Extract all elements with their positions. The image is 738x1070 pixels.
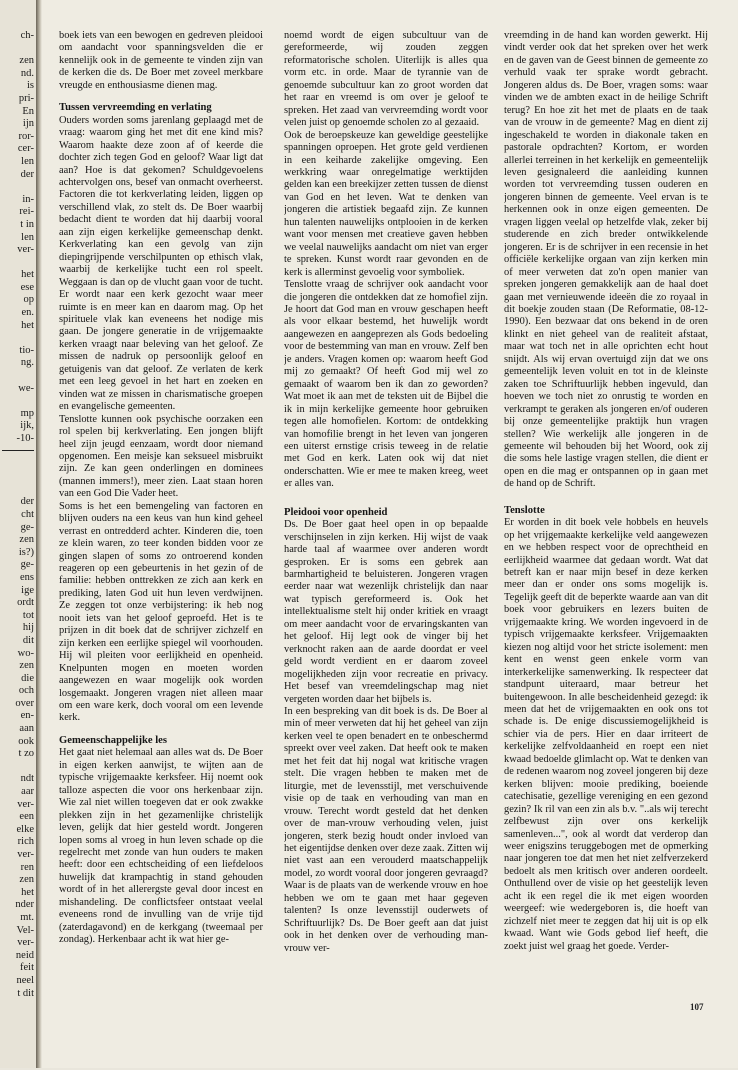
- text-fragment: [2, 370, 34, 383]
- section-heading: Gemeenschappelijke les: [59, 734, 167, 746]
- text-fragment: ijk,: [20, 420, 34, 432]
- paragraph: Ook de beroepskeuze kan geweldige geestelijke spanningen oproepen. Het grote geld verdienen in een keiharde zakelijke omgeving. Een werkkring waar onregelmatige werktijden gelden kan een breekijzer zetten tussen de dienst van God en het leven. Wat te denken van jongeren die artistiek begaafd zijn. Ze kunnen hun talenten nauwelijks ontplooien in de kerken want voor mensen met creatieve gaven hebben we veelal nauwelijks aandacht om niet van erger te spreken. Kunst wordt raar gevonden en de kerk is allerminst gevoelig voor symboliek.: [284, 129, 488, 278]
- paragraph: Tenslotte kunnen ook psychische oorzaken een rol spelen bij kerkverlating. Een jongen blijft heel zijn jeugd eenzaam, wordt door niemand opgenomen. Een meisje kan seksueel misbruikt zijn. Ze kan geen onderlingen en dominees (mannen immers!), meer zien. Laat staan horen van een God Die Vader heet.: [59, 413, 263, 500]
- text-fragment: is?): [18, 546, 34, 558]
- text-fragment: we-: [18, 382, 34, 394]
- paragraph: In een bespreking van dit boek is ds. De Boer al min of meer verweten dat hij het geheel van zijn kerken veel te open benadert en te onbeschermd spreekt over veel zaken. Dat heeft ook te maken met het feit dat hij nogal wat kritische vragen stelt. Die vragen hebben te maken met de liturgie, met de levensstijl, met verschuivende visie op de taak en verhouding van man en vrouw. Terecht wordt gesteld dat het denken over de man-vrouw verhouding velen, juist jongeren, sterk bezig houdt onder invloed van het eigentijdse denken over deze zaak. Zitten wij niet vast aan een verouderd maatschappelijk model, zo wordt vooral door jongeren gevraagd? Waar is de plaats van de werkende vrouw en hoe hebben we om te gaan met haar gegeven talenten? Is onze levensstijl ouderwets of Schriftuurlijk? Ds. De Boer geeft aan dat juist ook in het denken over de verhouding man-vrouw ver-: [284, 706, 488, 954]
- paragraph: Tenslotte vraag de schrijver ook aandacht voor die jongeren die ontdekken dat ze homofiel zijn. Je hoort dat God man en vrouw geschapen heeft als voor elkaar bestemd, het huwelijk wordt aangewezen en aangeprezen als Gods bedoeling voor de bestemming van man en vrouw. Zelf ben je anders. Vragen komen op: waarom heeft God mij zo gemaakt? Of heeft God mij wel zo gemaakt of waarom ben ik dan zo geworden? Wat moet ik aan met de teksten uit de Bijbel die ik in mijn kerkelijke gemeente hoor gebruiken tegen alle homofielen. Kortom: de ontdekking van homofilie brengt in het leven van jongeren een uiterst ernstige crisis teweeg in de relatie met God en kerk. Laten ook wij dat niet onderschatten. Wie er mee te maken kreeg, weet er alles van.: [284, 279, 488, 490]
- text-fragment: aar: [21, 786, 34, 798]
- text-fragment: die: [21, 672, 34, 684]
- paragraph: Ouders worden soms jarenlang geplaagd met de vraag: waarom ging het met dit ene kind mis? Waarom haakte deze zoon af of keerde die dochter zich tegen God en geloof? Waar ligt dat aan? Hoe is dat gekomen? Schuldgevoelens achtervolgen ons, besef van onmacht overheerst. Factoren die tot kerkverlating leiden, liggen op verschillend vlak, zo stelt ds. De Boer waarbij bedacht dient te worden dat hij daarbij vooral aan zijn eigen kerkelijke gemeenschap denkt. Kerkverlating kan een gevolg van zijn diepingrijpende verschilpunten op ethisch vlak, waarbij de kerkelijke tucht een rol speelt. Weggaan is dan op de vlucht gaan voor de tucht. Er wordt naar een kerk gezocht waar meer ruimte is en meer kan en daarom mag. Op het spirituele vlak kan eveneens het nodige mis gaan. De jongere generatie in de vrijgemaakte kerken vraagt naar beleving van het geloof. Ze missen de nadruk op persoonlijk geloof en getuigenis van dat geloof. Ze verlaten de kerk met een leeg gevoel in het hart en zoeken en vinden wat ze missen in charismatische groepen en evangelische gemeenten.: [59, 114, 263, 413]
- text-fragment: neel: [16, 974, 34, 986]
- text-fragment: ch-: [20, 30, 34, 41]
- text-fragment: cer-: [17, 143, 34, 155]
- text-fragment: en-: [20, 710, 34, 722]
- text-fragment: ver-: [17, 798, 34, 810]
- text-fragment: [2, 761, 34, 774]
- text-fragment: rich: [17, 836, 34, 848]
- text-fragment: zen: [19, 55, 34, 67]
- text-fragment: [2, 332, 34, 345]
- text-fragment: ror-: [18, 130, 34, 142]
- article-column-3: [504, 30, 708, 1030]
- text-fragment: [2, 395, 34, 408]
- text-fragment: len: [21, 231, 34, 243]
- text-fragment: zen: [19, 874, 34, 886]
- text-fragment: ens: [20, 571, 34, 583]
- text-fragment: len: [21, 155, 34, 167]
- text-fragment: ijn: [22, 118, 34, 130]
- text-fragment: nd.: [20, 67, 34, 79]
- text-fragment: t zo: [18, 748, 34, 760]
- text-fragment: elke: [16, 823, 34, 835]
- text-fragment: nder: [15, 899, 34, 911]
- text-fragment: ver-: [17, 244, 34, 256]
- text-fragment: ook: [18, 735, 34, 747]
- text-fragment: het: [21, 269, 34, 281]
- text-fragment: het: [21, 886, 34, 898]
- text-fragment: cht: [21, 508, 34, 520]
- text-fragment: neid: [15, 949, 34, 961]
- text-fragment: tio-: [19, 344, 34, 356]
- text-fragment: t in: [20, 218, 34, 230]
- section-heading: Tenslotte: [504, 504, 545, 516]
- text-fragment: is: [26, 80, 34, 92]
- article-column-1: [59, 30, 263, 1030]
- text-fragment: ren: [20, 861, 34, 873]
- text-fragment: ordt: [17, 597, 34, 609]
- text-fragment: ese: [20, 281, 34, 293]
- text-fragment: t dit: [17, 987, 34, 999]
- paragraph: Ds. De Boer gaat heel open in op bepaalde verschijnselen in zijn kerken. Hij wijst de vaak harde taal af waarmee over anderen wordt gesproken. Er is soms een gebrek aan barmhartigheid te beluisteren. Jongeren vragen eerder naar wat wezenlijk christelijk dan naar wat typisch gereformeerd is. Ook het intellektualisme stelt hij onder kritiek en vraagt om meer aandacht voor de ervaringskanten van het geloof. Hij legt ook de vinger bij het verknocht raken aan de aarde doordat er veel geld wordt verdient en er daarom zoveel mogelijkheden zijn voor recreatie en privacy. Het besef van vreemdelingschap mag niet vergeten worden daar het bijbels is.: [284, 519, 488, 705]
- text-fragment: ndt: [20, 773, 34, 785]
- text-fragment: pri-: [18, 92, 34, 104]
- book-gutter: [36, 0, 42, 1068]
- text-fragment: ige: [21, 584, 34, 596]
- paragraph: Er worden in dit boek vele hobbels en heuvels op het vrijgemaakte kerkelijke veld aangewezen en we hebben respect voor de oprechtheid en eerlijkheid waarmee dat gedaan wordt. Wat dat betreft kan er naar mijn besef in deze kerken meer dan er onder ons soms mogelijk is. Tegelijk geeft dit de beperkte waarde aan van dit boek voor gebruikers en lezers buiten de vrijgemaakte kring. We worden ingevoerd in de typisch vrijgemaakte kerksfeer. Vrijgemaakten kiezen nog altijd voor het stricte isolement: men kent en wenst geen enkele vorm van interkerkelijke samenwerking. Ik respecteer dat standpunt uiteraard, maar betreur het buitengewoon. In alle bescheidenheid gezegd: ik meen dat het de vrijgemaakten en ook ons tot schade is. De enige discussiemogelijkheid is schier via de pers. Hier en daar irriteert de kerkelijke zelfvoldaanheid en roept een niet kwaad bedoelde glimlacht op. Wat te denken van de redenen waarom nog zoveel jongeren bij deze kerken blijven: mooie prediking, boeiende catechisatie, gezellige vereniging en een gezond gezin? Ik ril van een zin als b.v. "..als wij terecht zelfbewust zijn over ons kerkelijk samenleven...", ook al wordt dat verderop dan weer enigszins teruggebogen met de opmerking naar jongeren toe dat men het niet zelfverzekerd bedoelt als men kritisch over anderen oordeelt. Onthullend over de visie op het geestelijk leven acht ik een regel die ik met eigen woorden weergeef: wie wedergeboren is, die hoeft van zichzelf niet meer te zeggen dat hij uit is op elk kwaad. Want wie Gods gebod lief heeft, die zoekt juist wel graag het goede. Verder-: [504, 517, 708, 952]
- section-heading: Tussen vervreemding en verlating: [59, 102, 212, 114]
- paragraph: Het gaat niet helemaal aan alles wat ds. De Boer in eigen kerken aanwijst, te wijten aan de typische vrijgemaakte kerksfeer. Hij noemt ook talloze aspecten die voor ons herkenbaar zijn. Wie zal niet willen toegeven dat er ook zwakke plekken zijn in het gezamenlijke christelijk leven, gelijk dat hier gesteld wordt. Jongeren lopen soms al vroeg in hun leven schade op die regelrecht met zonde van hun ouders te maken heeft: door een echtscheiding of een liefdeloos huwelijk dat krampachtig in stand gehouden wordt of in het allerergste geval door incest en mishandeling. De conflictsfeer ontstaat veelal eveneens rond de invulling van de vrije tijd (zaterdagavond) en de kerkgang (tweemaal per zondag). Herkenbaar acht ik wat hier ge-: [59, 747, 263, 946]
- text-fragment: [2, 181, 34, 194]
- text-fragment: ver-: [17, 849, 34, 860]
- text-fragment: over: [15, 697, 34, 709]
- text-fragment: in-: [22, 193, 34, 205]
- text-fragment: dit: [22, 634, 34, 646]
- text-fragment: [2, 257, 34, 270]
- text-fragment: der: [20, 168, 34, 180]
- text-fragment: mt.: [20, 911, 34, 923]
- text-fragment: rei-: [19, 206, 34, 218]
- text-fragment: Vel-: [16, 924, 34, 936]
- text-fragment: -10-: [16, 433, 34, 444]
- text-fragment: zen: [19, 534, 34, 546]
- text-fragment: aan: [19, 723, 34, 735]
- text-fragment: [2, 459, 34, 472]
- text-fragment: [2, 471, 34, 484]
- text-fragment: ge-: [20, 559, 34, 571]
- text-fragment: [2, 484, 34, 497]
- text-fragment: op: [23, 294, 34, 306]
- article-column-2: [284, 30, 488, 1030]
- text-fragment: wo-: [17, 647, 34, 659]
- page-number: 107: [690, 1002, 704, 1012]
- text-fragment: ver-: [17, 937, 34, 949]
- text-fragment: zen: [19, 660, 34, 672]
- text-fragment: tot: [22, 609, 34, 621]
- text-fragment: [2, 43, 34, 56]
- paragraph: Soms is het een bemengeling van factoren en blijven ouders na een keus van hun kind geheel verrast en ontredderd achter. Kinderen die, toen ze klein waren, zo teer konden bidden voor ze gingen slapen of soms zo ontroerend konden reageren op een gebeurtenis in het gezin of de familie: hebben onttrekken ze zich aan kerk en prediking, laten God uit hun leven verdwijnen. Ze zeggen tot onze verbijstering: ik heb nog nooit iets van het geloof geproefd. Het is te prijzen in dit boek dat de schrijver zichzelf en zijn kerken een eerlijke spiegel wil voorhouden. Hij wil pleiten voor eerlijkheid en openheid. Knelpunten mogen en moeten worden aangewezen en waar mogelijk ook worden losgemaakt. Jongeren vragen niet alleen maar om een ware kerk, doch vooral om een levende kerk.: [59, 500, 263, 724]
- paragraph: vreemding in de hand kan worden gewerkt. Hij vindt verder ook dat het spreken over het werk en de gaven van de Geest binnen de gemeente zo verhuld vaak ter sprake wordt gebracht. Jongeren aldus ds. De Boer, vragen soms: waar vinden we de ambten exact in de heilige Schrift terug? En hoe zit het met de plaats en de taak van de vrouw in de gemeente? Mag en dient zij ingeschakeld te worden in diakonale taken en pastorale opdrachten? Kortom, er worden allerlei terreinen in het kerkelijk en gemeentelijk leven gesignaleerd die aanleiding kunnen worden tot vervreemding tussen ouderen en jongeren binnen de gemeente. Veel ervan is te herkennen ook in onze eigen gemeenten. De vragen liggen veelal op hetzelfde vlak, zeker bij studerende en zich breder ontwikkelende jongeren. Er is de schrijver in een recensie in het officiële kerkelijke orgaan van zijn kerken min of meer verweten dat zo'n open manier van spreken jongeren gemakkelijk aan de haal doet gaan met vernieuwende ideeën die zo royaal in dit boekje zouden staan (De Reformatie, 08-12-1990). Een bezwaar dat ons bekend in de oren klinkt en niet geheel van de realiteit afstaat, maar wat toch net in alle oprichten echt hout snijdt. Als wij ervan overtuigd zijn dat we ons gemeentelijk leven voluit en tot in de kleinste zaken toe Schriftuurlijk hebben ingevuld, dan hoeven we toch niet zo onrustig te worden en verkrampt te geraken als jongeren en/of ouderen bij onze gemeentelijke praktijk hun vragen stellen? Wie werkelijk alle jongeren in de gemeente wil behouden bij het Woord, ook zij die soms hele lastige vragen stellen, die dient er open en die mag er ontspannen op in gaan met de hand op de Schrift.: [504, 30, 708, 490]
- section-heading: Pleidooi voor openheid: [284, 506, 388, 518]
- paragraph: boek iets van een bewogen en gedreven pleidooi om aandacht voor spanningsvelden die er kennelijk ook in de gemeente te vinden zijn van de kerken die ds. De Boer met zoveel merkbare vreugde en enthousiasme dienen mag.: [59, 30, 263, 91]
- text-fragment: het: [21, 319, 34, 331]
- text-fragment: feit: [20, 962, 34, 974]
- text-fragment: En: [22, 105, 34, 117]
- facing-page-text-fragments: [2, 30, 34, 1070]
- text-fragment: een: [19, 811, 34, 823]
- column-rule: [2, 450, 34, 451]
- text-fragment: mp: [20, 407, 34, 419]
- text-fragment: ng.: [20, 357, 34, 369]
- text-fragment: hij: [22, 622, 34, 634]
- paragraph: noemd wordt de eigen subcultuur van de gereformeerde, wij zouden zeggen reformatorische scholen. Uiterlijk is alles qua vorm etc. in orde. Maar de tyrannie van de genoemde subcultuur kan zo groot worden dat het raar en vreemd is om over je geloof te spreken. Het zaad van vervreemding wordt voor velen juist op genoemde scholen zo al gezaaid.: [284, 30, 488, 129]
- text-fragment: en.: [21, 307, 34, 319]
- text-fragment: ge-: [20, 521, 34, 533]
- text-fragment: och: [18, 685, 34, 697]
- text-fragment: der: [20, 496, 34, 508]
